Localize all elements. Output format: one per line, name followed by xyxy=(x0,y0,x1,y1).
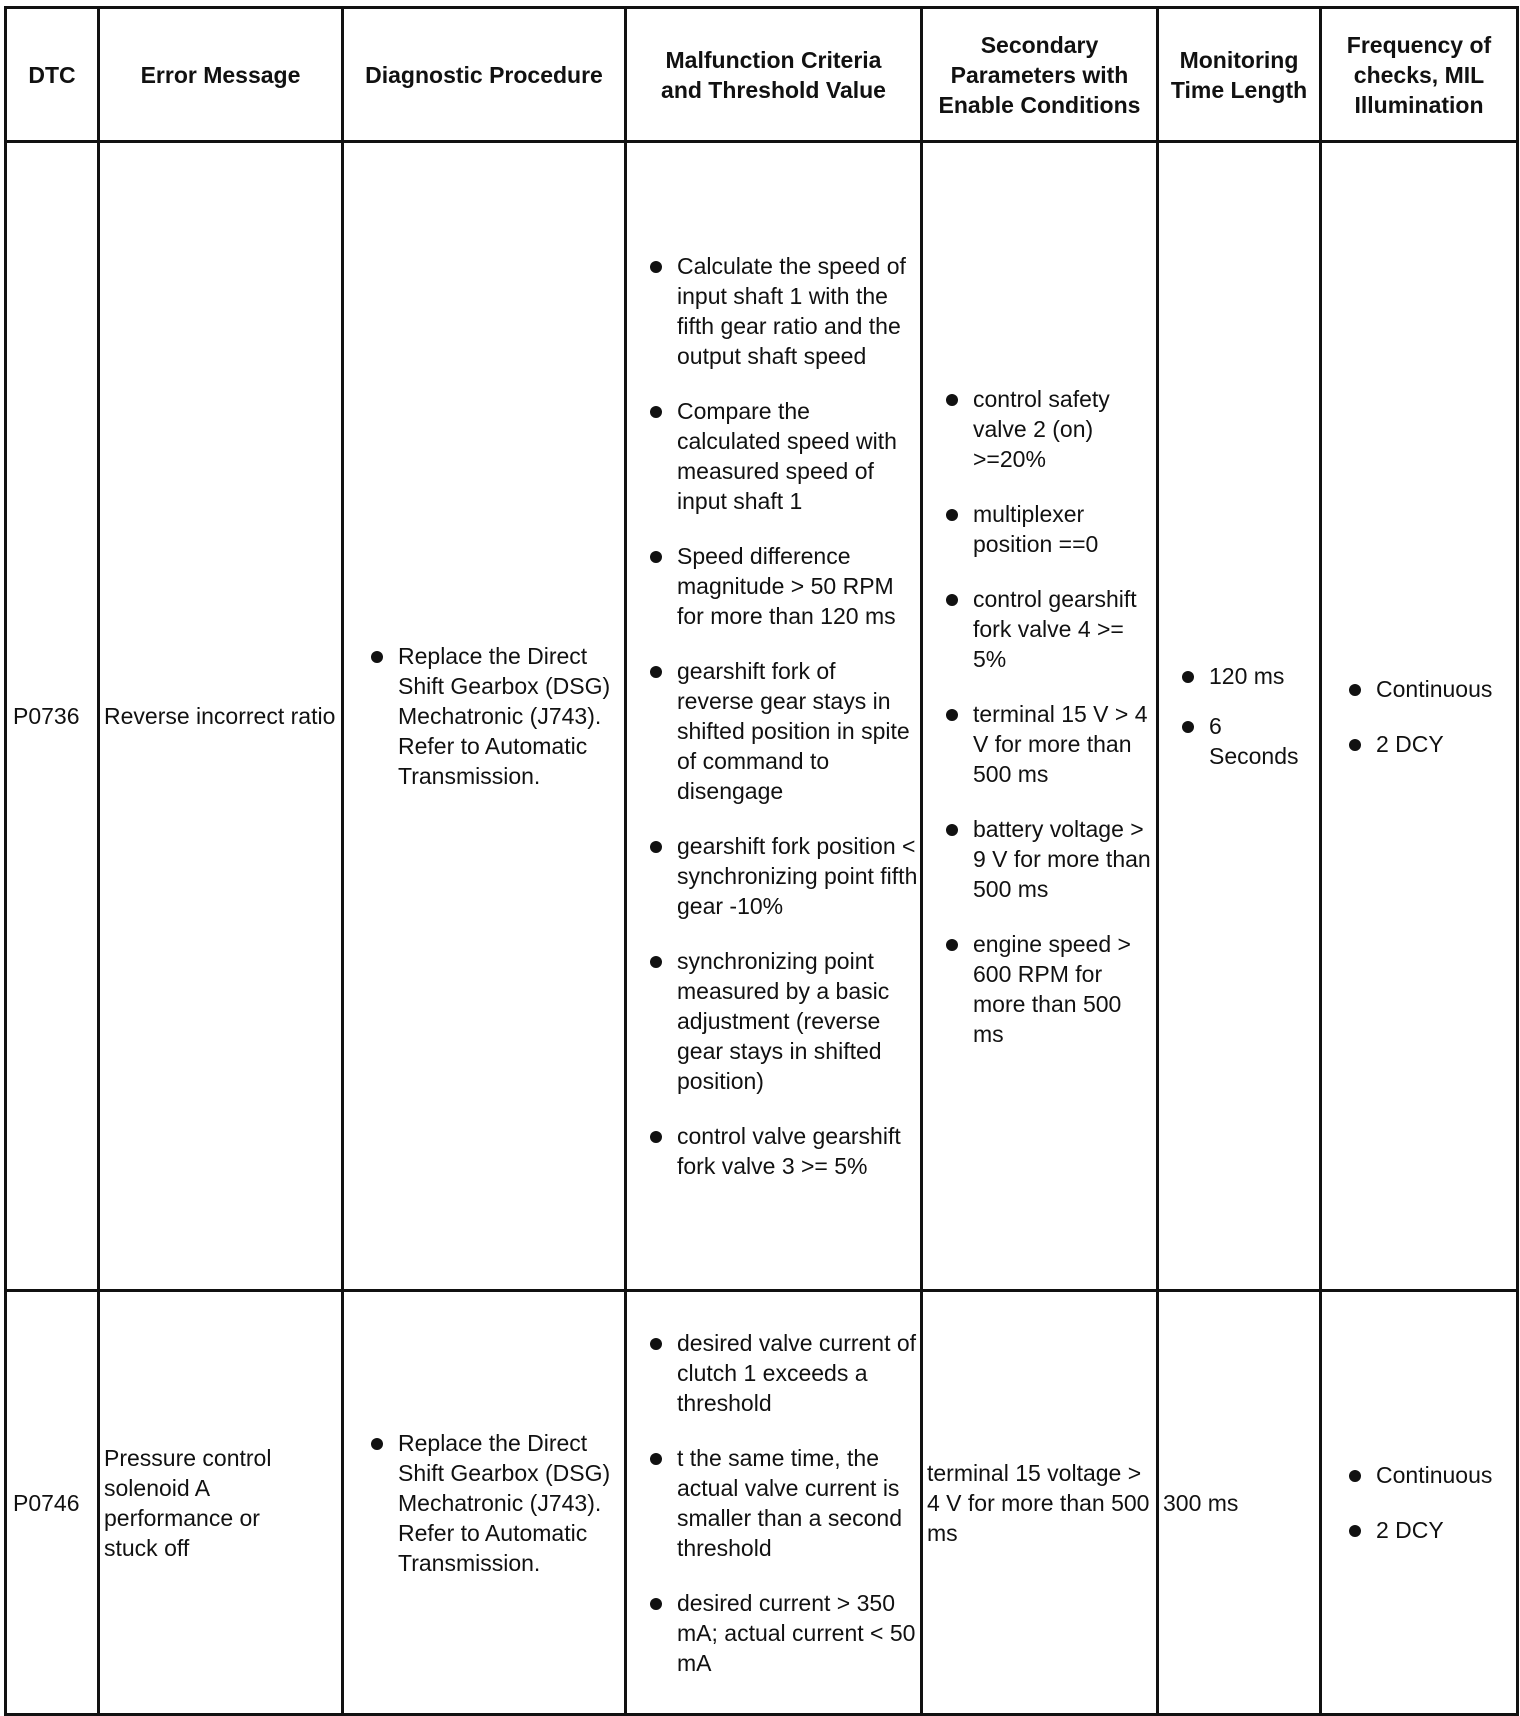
diagnostic-procedure xyxy=(343,1291,626,1715)
list-item: gearshift fork position < synchronizing point fifth gear -10% xyxy=(645,831,918,921)
table-row xyxy=(6,1291,1518,1715)
diagnostic-procedure xyxy=(343,142,626,1291)
frequency-checks xyxy=(1321,142,1518,1291)
secondary-parameters xyxy=(922,142,1158,1291)
dtc-table xyxy=(4,6,1519,1716)
list-item: Speed difference magnitude > 50 RPM for more than 120 ms xyxy=(645,541,918,631)
error-message: Pressure control solenoid A performance or stuck off xyxy=(99,1291,343,1715)
malfunction-criteria xyxy=(626,142,922,1291)
list-item: control valve gearshift fork valve 3 >= 5% xyxy=(645,1121,918,1181)
list-item: 6 Seconds xyxy=(1177,711,1269,771)
list-item: Replace the Direct Shift Gearbox (DSG) Mechatronic (J743). Refer to Automatic Transmission. xyxy=(366,641,622,791)
list-item: synchronizing point measured by a basic adjustment (reverse gear stays in shifted position) xyxy=(645,946,918,1096)
list-item: t the same time, the actual valve current is smaller than a second threshold xyxy=(645,1443,918,1563)
list-item: control safety valve 2 (on) >=20% xyxy=(941,384,1152,474)
list-item: Continuous xyxy=(1344,674,1512,704)
malfunction-criteria xyxy=(626,1291,922,1715)
list-item: desired valve current of clutch 1 exceeds a threshold xyxy=(645,1328,918,1418)
list-item: 120 ms xyxy=(1177,661,1315,691)
frequency-checks xyxy=(1321,1291,1518,1715)
list-item: multiplexer position ==0 xyxy=(941,499,1152,559)
dtc-code: P0746 xyxy=(6,1291,99,1715)
header-secondary-parameters: Secondary Parameters with Enable Conditions xyxy=(922,8,1158,142)
monitoring-time: 300 ms xyxy=(1158,1291,1321,1715)
list-item: 2 DCY xyxy=(1344,729,1512,759)
list-item: Continuous xyxy=(1344,1460,1512,1490)
secondary-parameters: terminal 15 voltage > 4 V for more than 500 ms xyxy=(922,1291,1158,1715)
monitoring-time xyxy=(1158,142,1321,1291)
list-item: Calculate the speed of input shaft 1 with the fifth gear ratio and the output shaft speed xyxy=(645,251,918,371)
list-item: engine speed > 600 RPM for more than 500 ms xyxy=(941,929,1152,1049)
list-item: desired current > 350 mA; actual current < 50 mA xyxy=(645,1588,918,1678)
list-item: gearshift fork of reverse gear stays in shifted position in spite of command to disengage xyxy=(645,656,918,806)
header-monitoring-time: Monitoring Time Length xyxy=(1158,8,1321,142)
header-diagnostic-procedure: Diagnostic Procedure xyxy=(343,8,626,142)
list-item: Replace the Direct Shift Gearbox (DSG) Mechatronic (J743). Refer to Automatic Transmission. xyxy=(366,1428,622,1578)
header-frequency: Frequency of checks, MIL Illumination xyxy=(1321,8,1518,142)
list-item: 2 DCY xyxy=(1344,1515,1512,1545)
list-item: control gearshift fork valve 4 >= 5% xyxy=(941,584,1152,674)
header-malfunction-criteria: Malfunction Criteria and Threshold Value xyxy=(626,8,922,142)
header-row xyxy=(6,8,1518,142)
header-error-message: Error Message xyxy=(99,8,343,142)
dtc-code: P0736 xyxy=(6,142,99,1291)
error-message: Reverse incorrect ratio xyxy=(99,142,343,1291)
list-item: terminal 15 V > 4 V for more than 500 ms xyxy=(941,699,1152,789)
table-row xyxy=(6,142,1518,1291)
list-item: Compare the calculated speed with measured speed of input shaft 1 xyxy=(645,396,918,516)
list-item: battery voltage > 9 V for more than 500 ms xyxy=(941,814,1152,904)
header-dtc: DTC xyxy=(6,8,99,142)
